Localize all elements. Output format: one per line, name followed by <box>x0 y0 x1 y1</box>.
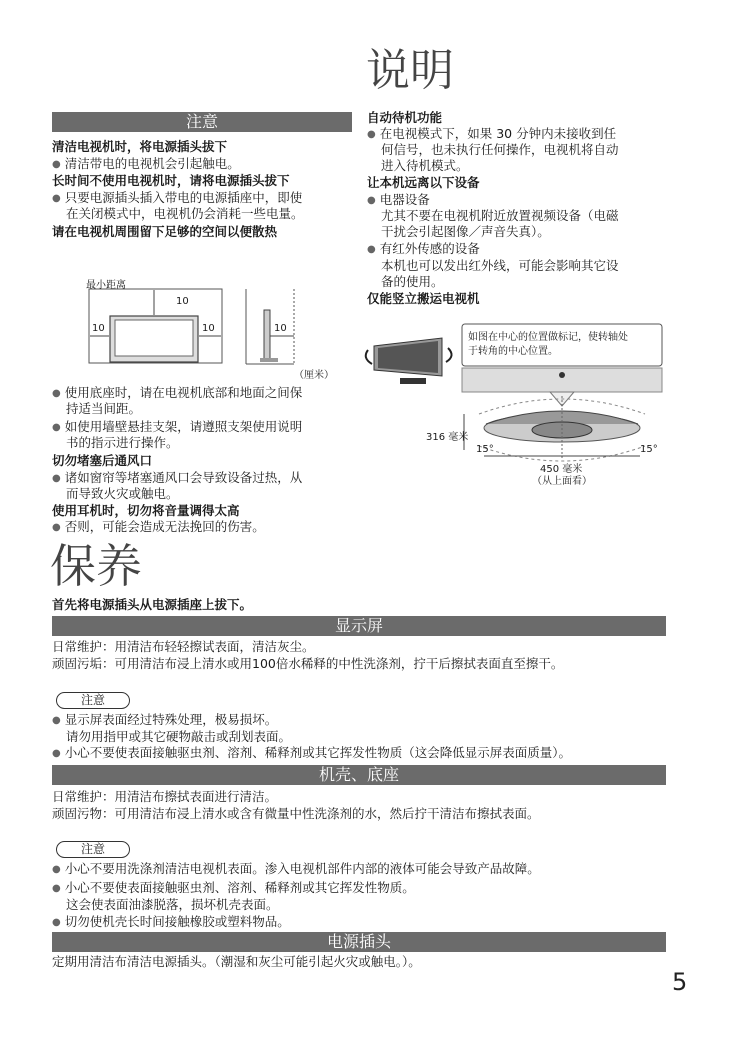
swivel-note-1: 如图在中心的位置做标记，使转轴处 <box>468 332 628 343</box>
bullet-standby-3: 进入待机模式。 <box>381 158 469 173</box>
swivel-diagram <box>364 318 674 488</box>
tv-clearance-drawing <box>84 276 354 376</box>
cabinet-note-badge: 注意 <box>56 841 130 858</box>
heading-unplug-long: 长时间不使用电视机时，请将电源插头拔下 <box>52 173 290 188</box>
bullet-stand-2: 持适当间距。 <box>66 401 142 416</box>
unit-cm: （厘米） <box>294 370 334 381</box>
bullet-curtain-2: 而导致火灾或触电。 <box>66 486 179 501</box>
screen-stubborn: 顽固污垢：可用清洁布浸上清水或用100倍水稀释的中性洗涤剂，拧干后擦拭表面直至擦干。 <box>52 656 564 671</box>
screen-daily: 日常维护：用清洁布轻轻擦试表面，清洁灰尘。 <box>52 639 315 654</box>
clearance-right: 10 <box>202 323 215 334</box>
screen-note-1: ● 显示屏表面经过特殊处理，极易损坏。 <box>52 712 277 730</box>
bullet-electrical: ● 电器设备 <box>367 192 430 210</box>
cabinet-note-1: ● 小心不要用洗涤剂清洁电视机表面。渗入电视机部件内部的液体可能会导致产品故障。 <box>52 861 540 879</box>
cabinet-bar: 机壳、底座 <box>52 765 666 785</box>
page-number: 5 <box>672 968 688 996</box>
depth-316mm: 316 毫米 <box>426 432 469 443</box>
angle-right: 15° <box>640 444 658 455</box>
plug-bar: 电源插头 <box>52 932 666 952</box>
width-450mm: 450 毫米 <box>540 464 583 475</box>
bullet-bracket-2: 书的指示进行操作。 <box>66 435 179 450</box>
heading-keep-away: 让本机远离以下设备 <box>367 175 480 190</box>
heading-vent-block: 切勿堵塞后通风口 <box>52 453 153 468</box>
cabinet-daily: 日常维护：用清洁布擦拭表面进行清洁。 <box>52 789 278 804</box>
screen-bar: 显示屏 <box>52 616 666 636</box>
cabinet-note-3: ● 切勿使机壳长时间接触橡胶或塑料物品。 <box>52 914 290 932</box>
care-first-unplug: 首先将电源插头从电源插座上拔下。 <box>52 597 253 612</box>
bullet-curtain-1: ● 诸如窗帘等堵塞通风口会导致设备过热，从 <box>52 470 302 488</box>
heading-auto-standby: 自动待机功能 <box>367 110 443 125</box>
cabinet-note-2: ● 小心不要使表面接触驱虫剂、溶剂、稀释剂或其它挥发性物质。 <box>52 880 415 898</box>
clearance-top: 10 <box>176 296 189 307</box>
clearance-side: 10 <box>274 323 287 334</box>
heading-unplug-clean: 清洁电视机时，将电源插头拔下 <box>52 139 228 154</box>
screen-note-2: ● 小心不要使表面接触驱虫剂、溶剂、稀释剂或其它挥发性物质（这会降低显示屏表面质量）。 <box>52 745 571 763</box>
bullet-standby-power-2: 在关闭模式中，电视机仍会消耗一些电量。 <box>66 206 304 221</box>
swivel-note-2: 于转角的中心位置。 <box>468 346 558 357</box>
caution-bar: 注意 <box>52 112 352 132</box>
plug-text: 定期用清洁布清洁电源插头。（潮湿和灰尘可能引起火灾或触电。）。 <box>52 954 421 969</box>
page-title: 说明 <box>366 45 454 96</box>
angle-left: 15° <box>476 444 494 455</box>
heading-headphones: 使用耳机时，切勿将音量调得太高 <box>52 503 240 518</box>
bullet-standby-2: 何信号，也未执行任何操作，电视机将自动 <box>381 142 619 157</box>
clearance-left: 10 <box>92 323 105 334</box>
screen-note-badge: 注意 <box>56 692 130 709</box>
bullet-electrical-2: 干扰会引起图像／声音失真）。 <box>381 224 550 239</box>
bullet-stand-1: ● 使用底座时，请在电视机底部和地面之间保 <box>52 385 302 403</box>
cabinet-note-2b: 这会使表面油漆脱落，损坏机壳表面。 <box>66 897 279 912</box>
screen-note-1b: 请勿用指甲或其它硬物敲击或刮划表面。 <box>66 729 292 744</box>
bullet-infrared: ● 有红外传感的设备 <box>367 241 480 259</box>
heading-carry-upright: 仅能竖立搬运电视机 <box>367 291 480 306</box>
min-distance-label: 最小距离 <box>86 280 126 291</box>
bullet-infrared-1: 本机也可以发出红外线，可能会影响其它设 <box>381 258 619 273</box>
bullet-electrical-1: 尤其不要在电视机附近放置视频设备（电磁 <box>381 208 619 223</box>
view-from-above: （从上面看） <box>532 476 592 487</box>
cabinet-stubborn: 顽固污物：可用清洁布浸上清水或含有微量中性洗涤剂的水，然后拧干清洁布擦拭表面。 <box>52 806 540 821</box>
care-title: 保养 <box>50 539 142 593</box>
bullet-hearing: ● 否则，可能会造成无法挽回的伤害。 <box>52 519 265 537</box>
bullet-standby-power-1: ● 只要电源插头插入带电的电源插座中，即使 <box>52 190 302 208</box>
clearance-diagram <box>84 276 354 381</box>
heading-ventilation: 请在电视机周围留下足够的空间以便散热 <box>52 224 278 239</box>
bullet-bracket-1: ● 如使用墙壁悬挂支架，请遵照支架使用说明 <box>52 419 302 437</box>
bullet-standby-1: ● 在电视模式下，如果 30 分钟内未接收到任 <box>367 126 616 144</box>
bullet-clean-shock: ● 清洁带电的电视机会引起触电。 <box>52 156 240 174</box>
bullet-infrared-2: 备的使用。 <box>381 274 444 289</box>
